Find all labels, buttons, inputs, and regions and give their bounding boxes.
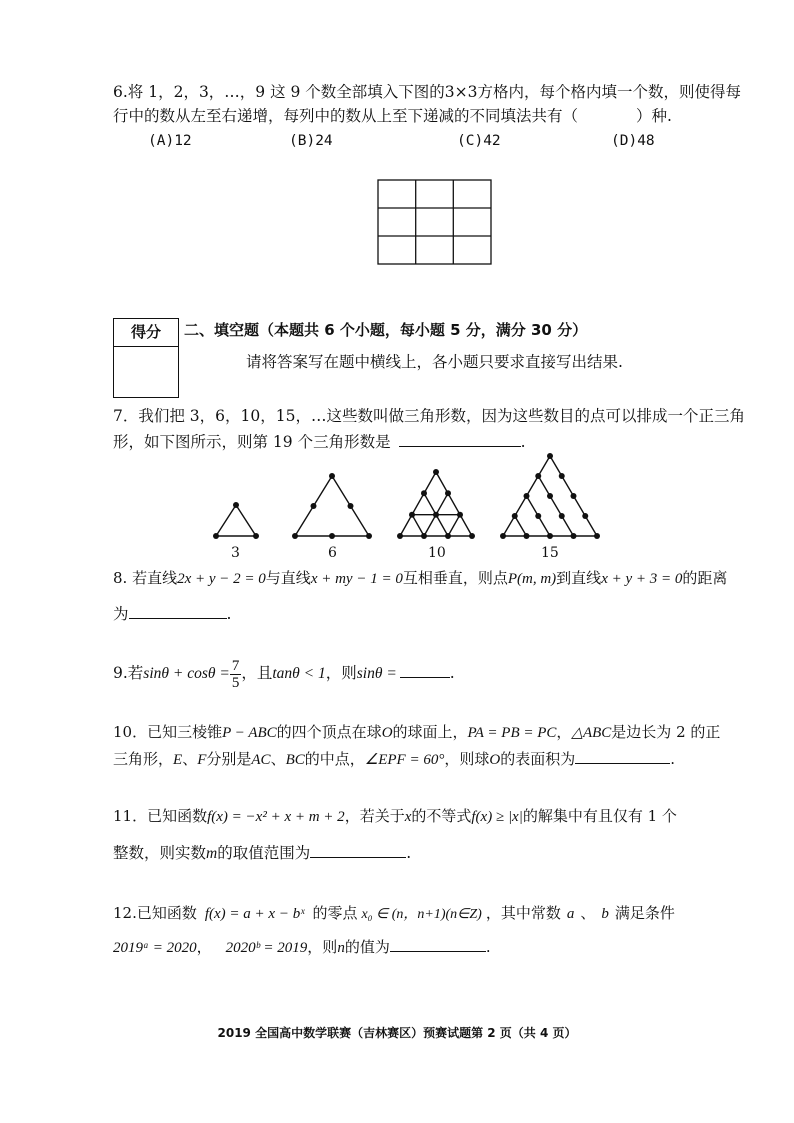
q12-e4: b <box>601 906 609 922</box>
q12-end: . <box>485 938 491 956</box>
q11-number: 11． <box>113 807 148 825</box>
q9-eq-2: tanθ < 1 <box>272 665 326 682</box>
q10-end: . <box>670 750 675 768</box>
q10-e6: F <box>197 752 207 768</box>
q12-sep: ， <box>196 938 212 956</box>
q9-eq-1: sinθ + cosθ = <box>143 665 230 682</box>
q8-eq-1: 2x + y − 2 = 0 <box>177 571 266 587</box>
q8-text-4: 到直线 <box>556 569 602 587</box>
q8-answer-blank <box>129 604 227 619</box>
q11-end: . <box>406 844 412 862</box>
q10-l2c: 分别是 <box>206 750 252 768</box>
q12-t4: 满足条件 <box>614 904 675 922</box>
q8-end: . <box>226 605 232 623</box>
q9-text-b: ，且 <box>241 664 273 682</box>
q11-l2b: 的取值范围为 <box>217 844 311 862</box>
q10-t2: 的球面上， <box>392 723 468 741</box>
q9-number: 9.若 <box>113 664 144 682</box>
q10-e9: ∠EPF = 60° <box>364 752 445 768</box>
q6-line2 <box>113 106 672 126</box>
q8-text-3: 互相垂直，则点 <box>402 569 508 587</box>
q11-t4: 的解集中有且仅有 1 个 <box>522 807 677 825</box>
triangle-label-3: 3 <box>231 545 240 561</box>
q8-text-2: 与直线 <box>265 569 311 587</box>
q10-number: 10．已知三棱锥 <box>113 723 223 741</box>
triangle-label-15: 15 <box>541 545 559 561</box>
q10-t4: 是边长为 2 的正 <box>611 723 721 741</box>
section2-instruction: 请将答案写在题中横线上，各小题只要求直接写出结果. <box>246 353 623 371</box>
q10-e1: P − ABC <box>222 725 277 741</box>
q10-l2e: 的中点， <box>304 750 365 768</box>
q10-l2g: 的表面积为 <box>500 750 576 768</box>
q10-t1: 的四个顶点在球 <box>276 723 382 741</box>
q11-t2: ，若关于 <box>344 807 405 825</box>
q9-text-c: ，则 <box>325 664 357 682</box>
q8-text-5: 的距离 <box>682 569 728 587</box>
q6-line2-a: 行中的数从左至右递增，每列中的数从上至下递减的不同填法共有（ <box>113 107 579 125</box>
q11-e4: m <box>206 845 218 862</box>
q12-e2: x₀ ∈ (n，n+1)(n∈Z) <box>361 907 482 922</box>
q12-answer-blank <box>390 937 486 952</box>
q10-e4: △ABC <box>571 725 612 741</box>
q8-text-1: 若直线 <box>132 569 178 587</box>
q11-e2: x <box>404 809 412 825</box>
q6-line2-b: ）种. <box>636 107 672 125</box>
q10-e3: PA = PB = PC <box>467 725 557 741</box>
triangle-label-10: 10 <box>428 545 446 561</box>
q11-line2 <box>113 843 411 864</box>
q11-e1: f(x) = −x² + x + m + 2 <box>207 809 345 825</box>
q8-eq-2: x + my − 1 = 0 <box>310 571 403 587</box>
q9-end: . <box>449 664 455 682</box>
q8-line1 <box>113 568 727 589</box>
q10-l2a: 三角形， <box>113 750 174 768</box>
q12-number: 12.已知函数 <box>113 904 197 922</box>
q10-t3: ， <box>556 723 572 741</box>
q11-l2a: 整数，则实数 <box>113 844 207 862</box>
q10-line1 <box>113 722 720 743</box>
q8-point: P(m, m) <box>507 571 557 587</box>
q11-line1 <box>113 806 677 827</box>
q12-t6: 的值为 <box>344 938 390 956</box>
q12-e5: 2019ᵃ = 2020 <box>113 940 197 956</box>
q12-t1: 的零点 <box>312 904 358 922</box>
q7-end: . <box>520 433 526 451</box>
q12-e3: a <box>566 906 575 922</box>
q11-t3: 的不等式 <box>411 807 472 825</box>
q10-e2: O <box>381 725 393 741</box>
q7-answer-blank <box>399 432 521 447</box>
score-box-label: 得分 <box>114 319 178 347</box>
q6-choice-d: (D)48 <box>611 133 655 149</box>
q10-e10: O <box>489 752 501 768</box>
q12-line2 <box>113 937 491 958</box>
triangle-numbers-figure <box>200 450 610 550</box>
q9-answer-blank <box>400 663 450 678</box>
q11-t1: 已知函数 <box>147 807 208 825</box>
q9-eq-3: sinθ = <box>356 665 397 682</box>
q10-answer-blank <box>575 749 670 764</box>
q9-denominator: 5 <box>231 674 240 691</box>
q8-eq-3: x + y + 3 = 0 <box>601 571 683 587</box>
q7-line2-text: 形，如下图所示，则第 19 个三角形数是 <box>113 433 391 451</box>
q9-line <box>113 655 455 695</box>
q10-l2d: 、 <box>270 750 286 768</box>
q6-choice-c: (C)42 <box>457 133 501 149</box>
q10-e7: AC <box>251 752 271 768</box>
q10-l2b: 、 <box>182 750 198 768</box>
q12-t2: ，其中常数 <box>485 904 561 922</box>
q12-t3: 、 <box>580 904 596 922</box>
q10-e8: BC <box>285 752 305 768</box>
section2-title: 二、填空题（本题共 6 个小题，每小题 5 分，满分 30 分） <box>184 321 588 339</box>
q6-choice-a: (A)12 <box>148 133 192 149</box>
q10-line2 <box>113 749 675 770</box>
q12-e7: n <box>337 940 345 956</box>
q8-line2 <box>113 604 231 624</box>
q12-line1 <box>113 903 675 925</box>
q7-line1: 7．我们把 3，6，10，15，…这些数叫做三角形数，因为这些数目的点可以排成一个正三角 <box>113 407 745 425</box>
q8-number: 8. <box>113 569 128 587</box>
triangle-label-6: 6 <box>328 545 337 561</box>
q6-choice-b: (B)24 <box>289 133 333 149</box>
q10-e5: E <box>173 752 183 768</box>
q12-e1: f(x) = a + x − bˣ <box>204 906 305 922</box>
score-box <box>113 318 179 398</box>
q12-t5: ，则 <box>307 938 338 956</box>
q12-e6: 2020ᵇ = 2019 <box>225 940 308 956</box>
q6-line1: 6.将 1，2，3，…，9 这 9 个数全部填入下图的3×3方格内，每个格内填一个数，则使得每 <box>113 83 742 101</box>
q11-answer-blank <box>310 843 406 858</box>
q9-numerator: 7 <box>231 657 240 674</box>
q11-e3: f(x) ≥ |x| <box>471 809 523 825</box>
page-footer: 2019 全国高中数学联赛（吉林赛区）预赛试题第 2 页（共 4 页） <box>217 1026 577 1040</box>
grid-3x3-diagram <box>376 178 494 266</box>
q7-line2 <box>113 432 526 452</box>
q10-l2f: ，则球 <box>444 750 490 768</box>
q8-line2-text: 为 <box>113 605 129 623</box>
q9-fraction <box>230 658 242 691</box>
